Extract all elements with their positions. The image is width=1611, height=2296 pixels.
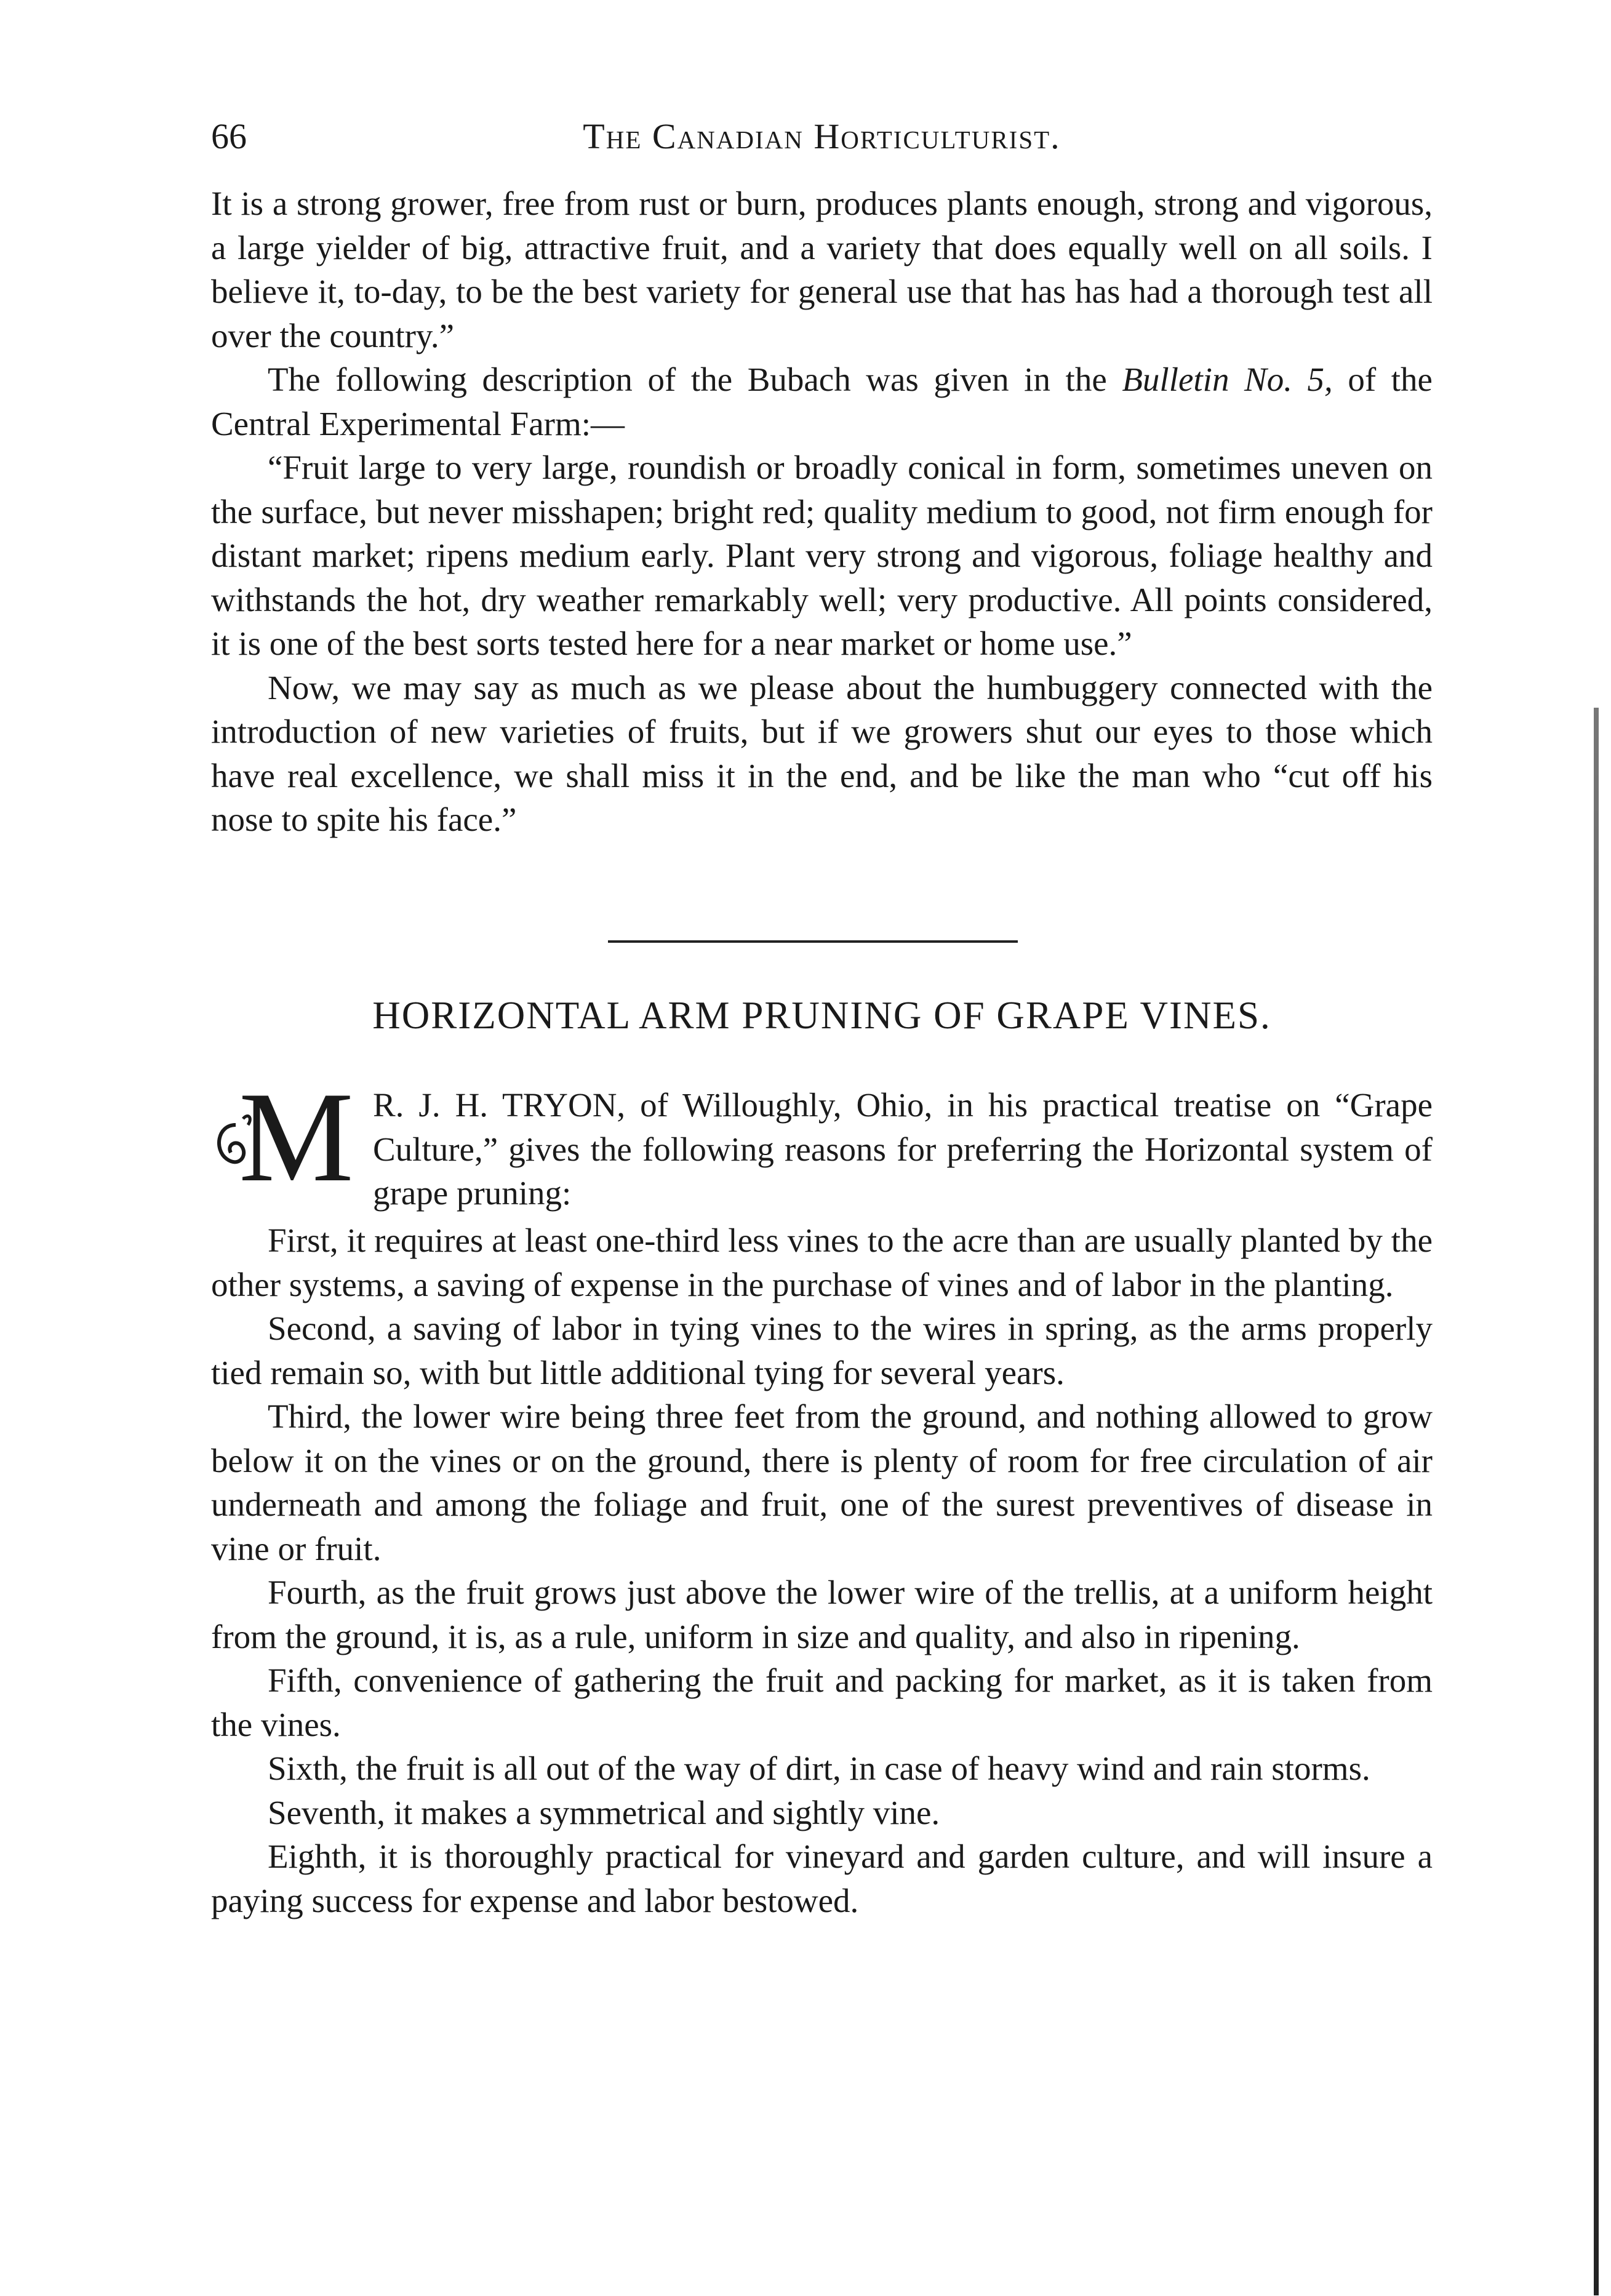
paragraph: Now, we may say as much as we please about the humbuggery connected with the introduction of new varieties of fruits, but if we growers shut our eyes to those which have real excellence, we shall miss it in the end, and be like the man who “cut off his nose to spite his face.”	[211, 668, 1433, 838]
page-number: 66	[211, 116, 247, 156]
reason-sixth: Sixth, the fruit is all out of the way of dirt, in case of heavy wind and rain storms.	[268, 1750, 1370, 1787]
continued-article	[211, 182, 1433, 842]
paragraph: The following description of the Bubach was given in the Bulletin No. 5, of the Central Experimental Farm:—	[211, 361, 1433, 442]
reason-seventh: Seventh, it makes a symmetrical and sightly vine.	[268, 1793, 940, 1831]
reason-fifth: Fifth, convenience of gathering the fruit and packing for market, as it is taken from the vines.	[211, 1662, 1433, 1743]
running-title: The Canadian Horticulturist.	[583, 116, 1061, 156]
quotation-paragraph: “Fruit large to very large, roundish or broadly conical in form, sometimes uneven on the surface, but never misshapen; bright red; quality medium to good, not firm enough for distant market; ripens medium early. Plant very strong and vigorous, foliage healthy and withstands the hot, dry weather remarkably well; very productive. All points considered, it is one of the best sorts tested here for a near market or home use.”	[211, 449, 1433, 662]
dropcap-letter: M	[239, 1066, 354, 1209]
reason-fourth: Fourth, as the fruit grows just above the lower wire of the trellis, at a uniform height from the ground, it is, as a rule, uniform in size and quality, and also in ripening.	[211, 1574, 1433, 1655]
reason-second: Second, a saving of labor in tying vines to the wires in spring, as the arms properly tied remain so, with but little additional tying for several years.	[211, 1310, 1433, 1391]
intro-paragraph: R. J. H. TRYON, of Willoughly, Ohio, in his practical treatise on “Grape Culture,” gives the following reasons for preferring the Horizontal system of grape pruning:	[373, 1086, 1433, 1212]
reason-eighth: Eighth, it is thoroughly practical for vineyard and garden culture, and will insure a paying success for expense and labor bestowed.	[211, 1838, 1433, 1919]
reason-first: First, it requires at least one-third less vines to the acre than are usually planted by the other systems, a saving of expense in the purchase of vines and of labor in the planting.	[211, 1222, 1433, 1303]
section-divider	[608, 940, 1018, 943]
scan-edge-shadow	[1594, 708, 1599, 2295]
paragraph: It is a strong grower, free from rust or burn, produces plants enough, strong and vigorous, a large yielder of big, attractive fruit, and a variety that does equally well on all soils. I believe it, to-day, to be the best variety for general use that has has had a thorough test all over the country.”	[211, 185, 1433, 354]
article-body	[211, 1218, 1433, 1922]
reason-third: Third, the lower wire being three feet from the ground, and nothing allowed to grow below it on the vines or on the ground, there is plenty of room for free circulation of air underneath and among the foliage and fruit, one of the surest preventives of disease in vine or fruit.	[211, 1398, 1433, 1567]
page-header	[211, 112, 1433, 161]
article-title: HORIZONTAL ARM PRUNING OF GRAPE VINES.	[372, 994, 1271, 1037]
intro-text	[373, 1083, 1433, 1215]
bulletin-reference: Bulletin No. 5,	[1122, 361, 1333, 398]
